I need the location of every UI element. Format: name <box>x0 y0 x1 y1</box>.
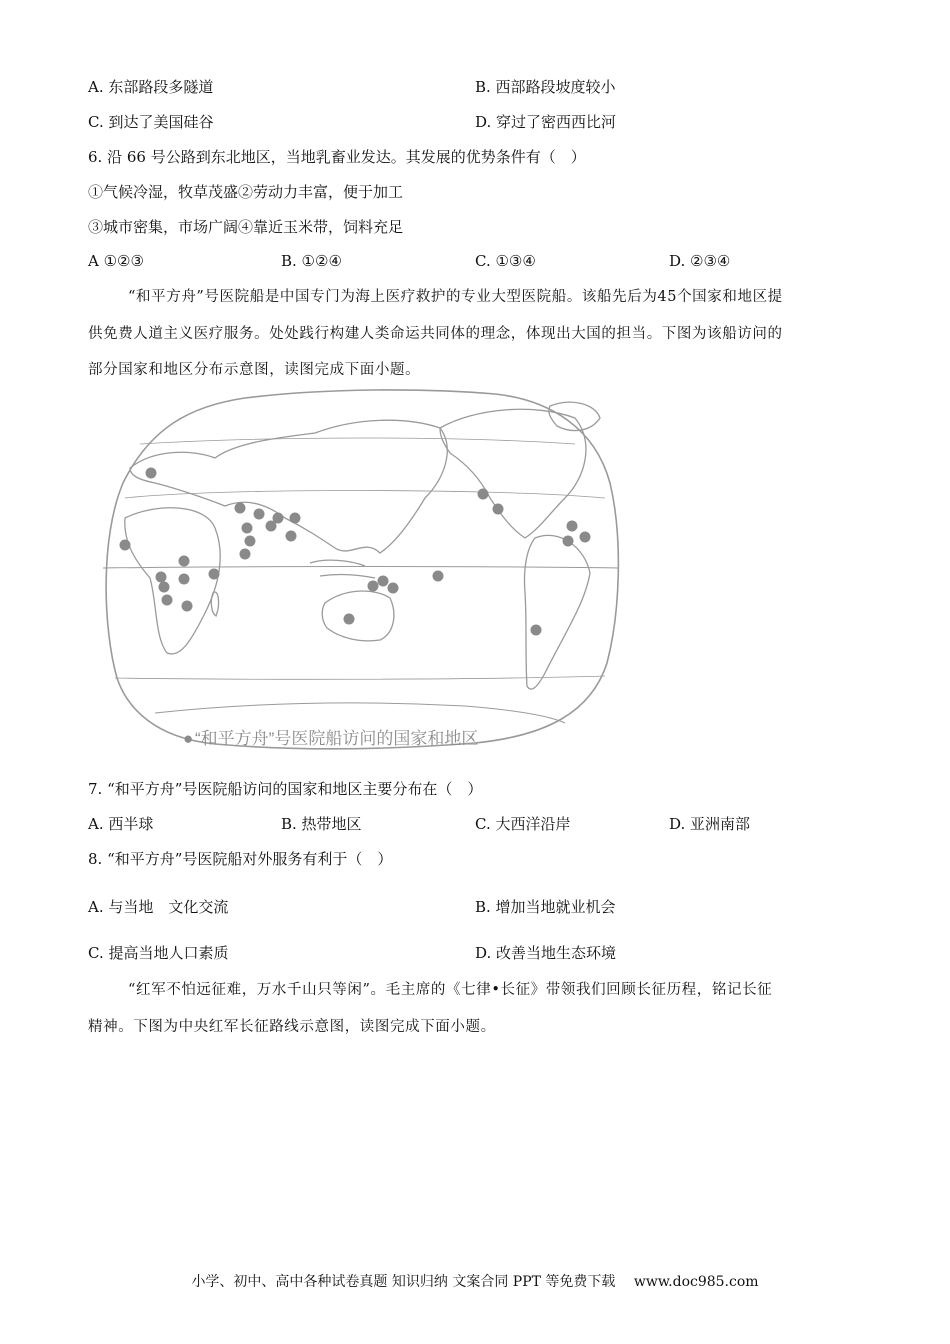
q7-option-c: C. 大西洋沿岸 <box>475 815 571 833</box>
q8-option-c: C. 提高当地人口素质 <box>88 944 229 962</box>
passage1-line1: “和平方舟”号医院船是中国专门为海上医疗救护的专业大型医院船。该船先后为45个国家和地区提 <box>128 289 783 305</box>
world-map <box>95 388 620 753</box>
q6-conditions-2: ③城市密集，市场广阔④靠近玉米带，饲料充足 <box>88 218 404 236</box>
q5-option-b: B. 西部路段坡度较小 <box>475 78 616 96</box>
q6-option-c: C. ①③④ <box>475 252 536 270</box>
q6-stem: 6. 沿 66 号公路到东北地区，当地乳畜业发达。其发展的优势条件有（ ） <box>88 148 586 166</box>
q6-conditions-1: ①气候冷湿，牧草茂盛②劳动力丰富，便于加工 <box>88 183 404 201</box>
q6-option-a: A ①②③ <box>88 252 144 270</box>
q5-option-c: C. 到达了美国硅谷 <box>88 113 214 131</box>
map-legend-marker: ● <box>183 729 194 748</box>
passage1-line2: 供免费人道主义医疗服务。处处践行构建人类命运共同体的理念，体现出大国的担当。下图为该船访问的 <box>88 326 783 342</box>
q8-option-b: B. 增加当地就业机会 <box>475 898 616 916</box>
passage2-line1: “红军不怕远征难，万水千山只等闲”。毛主席的《七律•长征》带领我们回顾长征历程，铭记长征 <box>128 982 773 998</box>
q5-option-d: D. 穿过了密西西比河 <box>475 113 617 131</box>
q5-option-a: A. 东部路段多隧道 <box>88 78 214 96</box>
map-legend: “和平方舟”号医院船访问的国家和地区 <box>195 729 479 748</box>
q6-option-d: D. ②③④ <box>669 252 731 270</box>
q8-option-a: A. 与当地 文化交流 <box>88 898 229 916</box>
q8-option-d: D. 改善当地生态环境 <box>475 944 617 962</box>
q6-option-b: B. ①②④ <box>281 252 342 270</box>
passage1-line3: 部分国家和地区分布示意图，读图完成下面小题。 <box>88 362 421 378</box>
q7-stem: 7. “和平方舟”号医院船访问的国家和地区主要分布在（ ） <box>88 780 483 798</box>
q7-option-b: B. 热带地区 <box>281 815 362 833</box>
passage2-line2: 精神。下图为中央红军长征路线示意图，读图完成下面小题。 <box>88 1019 496 1035</box>
page-footer: 小学、初中、高中各种试卷真题 知识归纳 文案合同 PPT 等免费下载 www.doc985.com <box>191 1274 759 1290</box>
q7-option-d: D. 亚洲南部 <box>669 815 751 833</box>
q7-option-a: A. 西半球 <box>88 815 154 833</box>
q8-stem: 8. “和平方舟”号医院船对外服务有利于（ ） <box>88 850 393 868</box>
